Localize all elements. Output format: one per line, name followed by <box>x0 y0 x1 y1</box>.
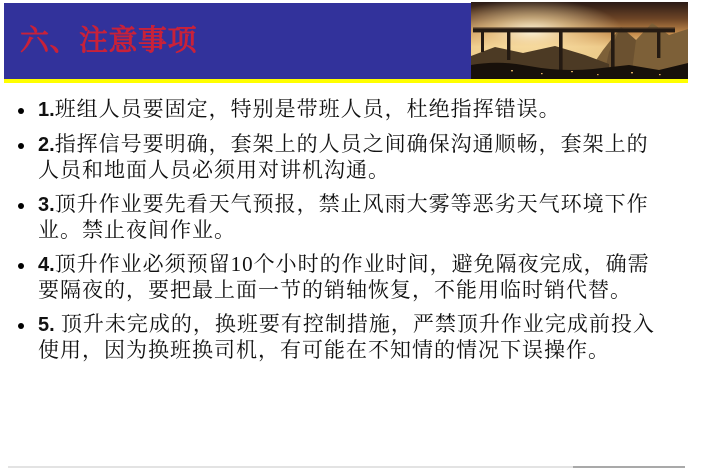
bullet-dot-icon <box>18 108 24 114</box>
item-number: 3. <box>38 194 55 216</box>
slide-title: 六、注意事项 <box>20 25 198 57</box>
bullet-dot-icon <box>18 263 24 269</box>
item-text: 业。禁止夜间作业。 <box>38 218 236 242</box>
item-number: 1. <box>38 99 55 121</box>
list-item <box>16 252 716 303</box>
bottom-edge-line <box>8 466 573 468</box>
item-text: 要隔夜的，要把最上面一节的销轴恢复，不能用临时销代替。 <box>38 278 632 302</box>
bullet-dot-icon <box>18 143 24 149</box>
list-item <box>16 192 716 243</box>
item-text: 顶升作业必须预留10个小时的作业时间，避免隔夜完成，确需 <box>54 252 650 276</box>
list-item <box>16 132 716 183</box>
header-banner <box>4 3 688 79</box>
bullet-list <box>16 97 716 372</box>
list-item <box>16 97 716 123</box>
item-text: 班组人员要固定，特别是带班人员，杜绝指挥错误。 <box>54 97 561 121</box>
item-text: 人员和地面人员必须用对讲机沟通。 <box>38 158 390 182</box>
item-number: 4. <box>38 254 55 276</box>
bottom-edge-line-dark <box>573 466 685 468</box>
list-item <box>16 312 716 363</box>
bullet-dot-icon <box>18 323 24 329</box>
item-text: 指挥信号要明确，套架上的人员之间确保沟通顺畅，套架上的 <box>54 132 649 156</box>
item-number: 2. <box>38 134 55 156</box>
item-number: 5. <box>38 314 55 336</box>
item-text: 顶升作业要先看天气预报，禁止风雨大雾等恶劣天气环境下作 <box>54 192 649 216</box>
bridge-photo <box>471 2 688 79</box>
bullet-dot-icon <box>18 203 24 209</box>
item-text: 顶升未完成的，换班要有控制措施，严禁顶升作业完成前投入 <box>54 312 655 336</box>
title-underline <box>4 79 688 83</box>
item-text: 使用，因为换班换司机，有可能在不知情的情况下误操作。 <box>38 338 610 362</box>
